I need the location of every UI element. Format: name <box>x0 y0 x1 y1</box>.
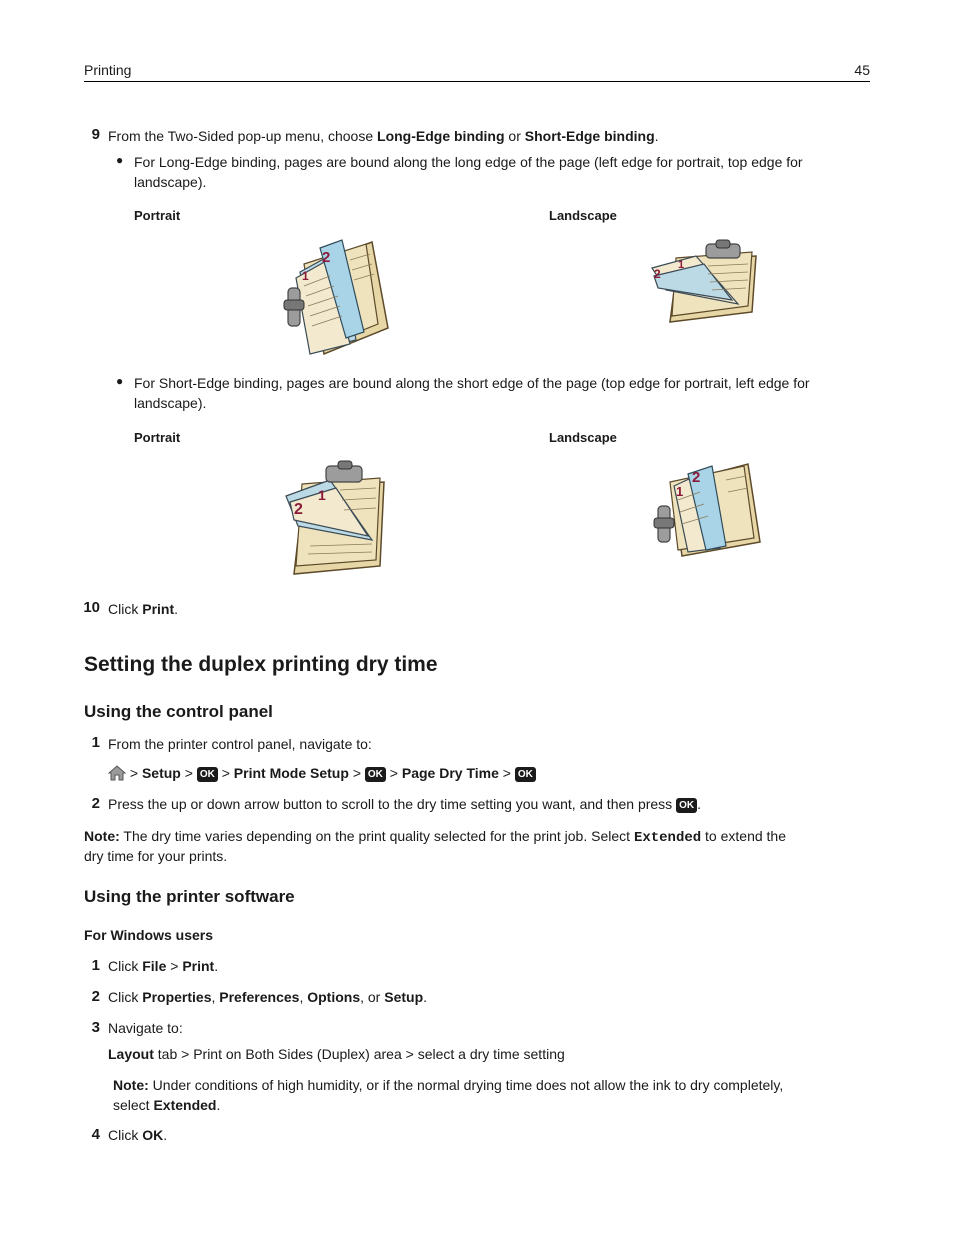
print-mode-setup-menu: Print Mode Setup <box>233 765 349 781</box>
cp-step2-text <box>108 794 701 814</box>
layout-tab: Layout <box>108 1046 154 1062</box>
navigation-path <box>108 763 536 783</box>
short-edge-portrait-illustration <box>280 460 395 580</box>
extended-option: Extended <box>153 1097 217 1113</box>
properties-option: Properties <box>142 989 212 1005</box>
note-label: Note: <box>113 1077 149 1093</box>
windows-users-label: For Windows users <box>84 927 214 943</box>
cp-step2-body: Press the up or down arrow button to scroll to the dry time setting you want, and then press <box>108 796 673 812</box>
sw-step4-text <box>108 1125 167 1145</box>
page-dry-time-menu: Page Dry Time <box>401 765 499 781</box>
ok-button-icon: OK <box>365 767 386 782</box>
long-edge-desc-line2: landscape). <box>134 174 207 190</box>
path-separator: > <box>184 765 193 781</box>
short-edge-desc-line1: For Short-Edge binding, pages are bound along the short edge of the page (top edge for portrait, left edge for <box>134 375 810 391</box>
header-rule <box>84 81 870 82</box>
svg-text:2: 2 <box>692 469 701 486</box>
setup-option: Setup <box>384 989 424 1005</box>
sw-step3-text: Navigate to: <box>108 1020 183 1036</box>
svg-text:1: 1 <box>318 487 326 503</box>
print-command: Print <box>142 601 175 617</box>
humidity-note-line1 <box>113 1075 783 1095</box>
landscape-label: Landscape <box>549 430 617 445</box>
options-option: Options <box>307 989 361 1005</box>
path-separator: > <box>352 765 361 781</box>
note-text: to extend the <box>701 828 786 844</box>
or-text: , or <box>360 989 385 1005</box>
layout-path-text: tab > Print on Both Sides (Duplex) area > select a dry time setting <box>153 1046 565 1062</box>
sw-step2-pre: Click <box>108 989 143 1005</box>
bullet-icon: ● <box>116 153 124 167</box>
long-edge-portrait-illustration <box>280 236 395 358</box>
step10-pre: Click <box>108 601 143 617</box>
path-separator: > <box>502 765 511 781</box>
step10-text <box>108 599 178 619</box>
svg-text:1: 1 <box>676 484 684 499</box>
extended-code: Extended <box>633 830 702 846</box>
step9-mid: or <box>504 128 525 144</box>
step9-text <box>108 126 659 146</box>
svg-text:1: 1 <box>678 259 685 271</box>
svg-text:2: 2 <box>322 249 331 266</box>
header-section: Printing <box>84 62 132 78</box>
sw-step1-post: . <box>214 958 219 974</box>
svg-text:2: 2 <box>654 267 661 281</box>
ok-button-icon: OK <box>197 767 218 782</box>
note-text: . <box>216 1097 221 1113</box>
long-edge-option: Long-Edge binding <box>377 128 505 144</box>
note-label: Note: <box>84 828 120 844</box>
step-number: 2 <box>91 795 100 812</box>
subsection-title-software: Using the printer software <box>84 887 295 906</box>
step-number: 1 <box>91 957 100 974</box>
setup-menu: Setup <box>141 765 181 781</box>
path-separator: > <box>389 765 398 781</box>
sw-step2-text <box>108 987 427 1007</box>
bullet-icon: ● <box>116 374 124 388</box>
humidity-note-line2 <box>113 1095 220 1115</box>
preferences-option: Preferences <box>219 989 300 1005</box>
path-separator: > <box>221 765 230 781</box>
cp-step2-post: . <box>697 796 701 812</box>
short-edge-desc-line2: landscape). <box>134 395 207 411</box>
cp-step1-text: From the printer control panel, navigate to: <box>108 736 372 752</box>
sw-step4-post: . <box>163 1127 168 1143</box>
dry-time-note-line2: dry time for your prints. <box>84 848 228 864</box>
step-number: 4 <box>91 1126 100 1143</box>
comma: , <box>299 989 308 1005</box>
portrait-label: Portrait <box>134 430 181 445</box>
path-separator: > <box>166 958 183 974</box>
subsection-title-control-panel: Using the control panel <box>84 702 273 721</box>
page-number: 45 <box>854 62 870 78</box>
note-text: The dry time varies depending on the print quality selected for the print job. Select <box>119 828 634 844</box>
note-text: Under conditions of high humidity, or if the normal drying time does not allow the ink to dry completely, <box>148 1077 784 1093</box>
step10-post: . <box>174 601 179 617</box>
landscape-label: Landscape <box>549 208 617 223</box>
sw-step4-pre: Click <box>108 1127 143 1143</box>
short-edge-option: Short-Edge binding <box>524 128 655 144</box>
step-number: 3 <box>91 1019 100 1036</box>
ok-command: OK <box>142 1127 164 1143</box>
sw-step1-pre: Click <box>108 958 143 974</box>
note-text: select <box>113 1097 154 1113</box>
dry-time-note-line1 <box>84 826 786 848</box>
step-number: 1 <box>91 734 100 751</box>
portrait-label: Portrait <box>134 208 181 223</box>
sw-step1-text <box>108 956 218 976</box>
step9-post: . <box>654 128 659 144</box>
print-command: Print <box>182 958 215 974</box>
layout-path <box>108 1044 565 1064</box>
comma: , <box>211 989 220 1005</box>
svg-text:2: 2 <box>294 501 303 518</box>
ok-button-icon: OK <box>676 798 697 813</box>
path-separator: > <box>129 765 139 781</box>
step-number: 9 <box>91 126 100 143</box>
short-edge-landscape-illustration <box>648 460 763 560</box>
long-edge-landscape-illustration <box>648 238 763 328</box>
svg-text:1: 1 <box>302 269 309 283</box>
step9-pre: From the Two-Sided pop-up menu, choose <box>108 128 378 144</box>
ok-button-icon: OK <box>515 767 536 782</box>
long-edge-desc-line1: For Long-Edge binding, pages are bound along the long edge of the page (left edge for portrait, top edge for <box>134 154 803 170</box>
step-number: 2 <box>91 988 100 1005</box>
home-icon <box>108 765 126 781</box>
file-menu: File <box>142 958 167 974</box>
step-number: 10 <box>83 599 100 616</box>
section-title: Setting the duplex printing dry time <box>84 653 438 676</box>
sw-step2-post: . <box>423 989 428 1005</box>
